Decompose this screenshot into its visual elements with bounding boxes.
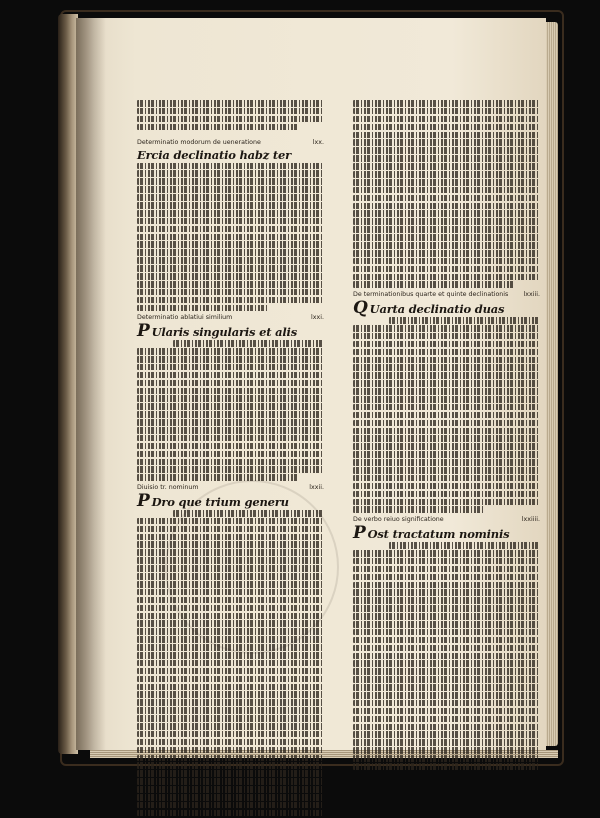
section-heading: Ercia declinatio habz ter — [137, 147, 291, 162]
section-heading: P Ularis singularis et alis — [137, 321, 297, 342]
gutter-shadow — [76, 18, 106, 750]
section-heading: P Ost tractatum nominis — [353, 523, 510, 544]
section-rubric: De verbo reiuo significatione lxxiiii. — [353, 516, 540, 524]
right-text-column — [353, 100, 540, 771]
section-rubric: De terminationibus quarte et quinte declinationis lxxiii. — [353, 291, 540, 299]
section-heading: P Dro que trium generu — [137, 490, 289, 511]
section-rubric: Diuisio tr. nominum lxxii. — [137, 483, 324, 491]
page-stack-edge — [546, 22, 558, 746]
binding-edge — [58, 14, 78, 754]
left-text-column — [137, 100, 324, 818]
section-heading: Q Uarta declinatio duas — [353, 298, 505, 319]
section-rubric: Determinatio modorum de ueneratione lxx. — [137, 138, 324, 146]
section-rubric: Determinatio ablatiui similium lxxi. — [137, 314, 324, 322]
